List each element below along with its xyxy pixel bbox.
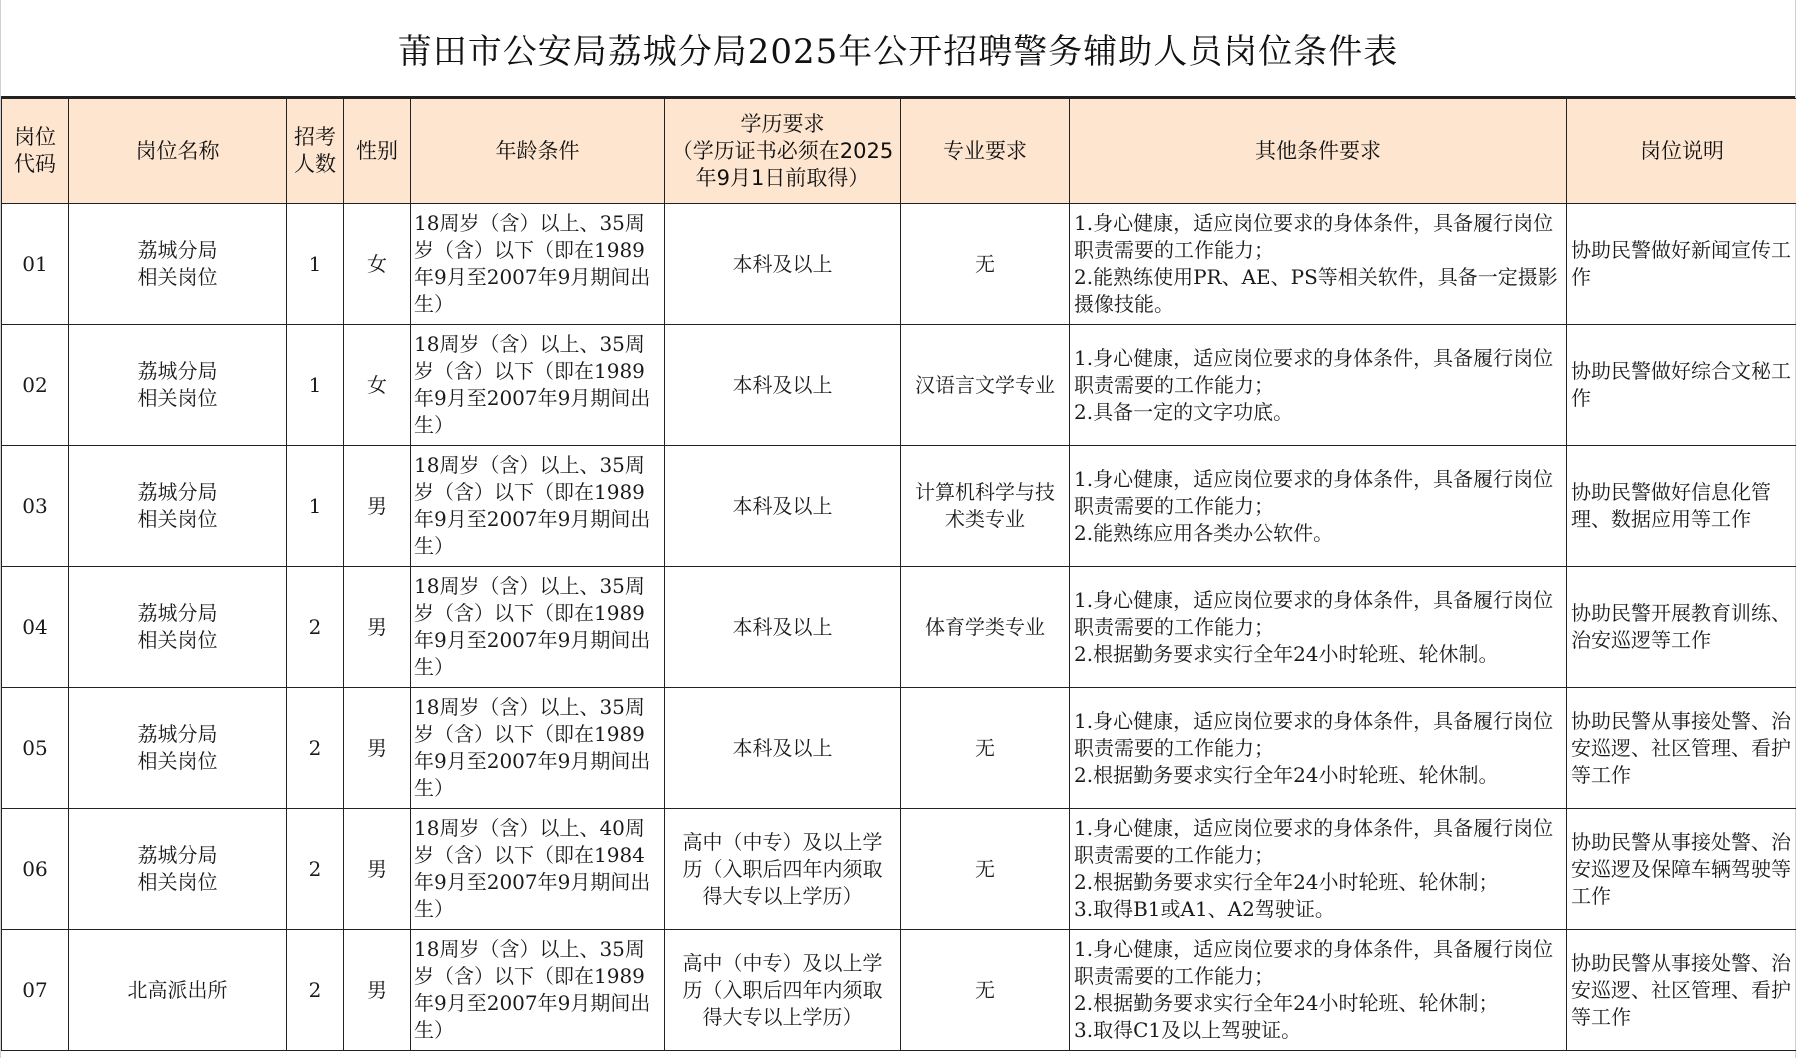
education-requirement-cell: 本科及以上 bbox=[665, 325, 901, 446]
table-row bbox=[2, 688, 1796, 809]
position-code-cell: 04 bbox=[2, 567, 69, 688]
header-age: 年龄条件 bbox=[411, 99, 665, 204]
position-code-cell: 06 bbox=[2, 809, 69, 930]
position-description-cell: 协助民警做好综合文秘工作 bbox=[1567, 325, 1796, 446]
recruit-count-cell: 2 bbox=[287, 688, 344, 809]
age-requirement-cell: 18周岁（含）以上、35周岁（含）以下（即在1989年9月至2007年9月期间出生） bbox=[411, 930, 665, 1051]
position-name-cell: 荔城分局 相关岗位 bbox=[69, 325, 287, 446]
header-major: 专业要求 bbox=[901, 99, 1070, 204]
education-requirement-cell: 本科及以上 bbox=[665, 204, 901, 325]
recruit-count-cell: 2 bbox=[287, 567, 344, 688]
position-description-cell: 协助民警做好信息化管理、数据应用等工作 bbox=[1567, 446, 1796, 567]
major-requirement-cell: 汉语言文学专业 bbox=[901, 325, 1070, 446]
position-name-cell: 荔城分局 相关岗位 bbox=[69, 204, 287, 325]
position-code-cell: 07 bbox=[2, 930, 69, 1051]
position-description-cell: 协助民警做好新闻宣传工作 bbox=[1567, 204, 1796, 325]
header-gender: 性别 bbox=[344, 99, 411, 204]
position-description-cell: 协助民警从事接处警、治安巡逻、社区管理、看护等工作 bbox=[1567, 688, 1796, 809]
gender-cell: 男 bbox=[344, 809, 411, 930]
other-requirements-cell: 1.身心健康，适应岗位要求的身体条件，具备履行岗位职责需要的工作能力； 2.根据勤务要求实行全年24小时轮班、轮休制。 bbox=[1070, 567, 1567, 688]
recruit-count-cell: 1 bbox=[287, 325, 344, 446]
major-requirement-cell: 无 bbox=[901, 204, 1070, 325]
position-name-cell: 荔城分局 相关岗位 bbox=[69, 567, 287, 688]
table-body bbox=[2, 204, 1796, 1051]
table-row bbox=[2, 809, 1796, 930]
position-description-cell: 协助民警从事接处警、治安巡逻及保障车辆驾驶等工作 bbox=[1567, 809, 1796, 930]
header-count: 招考 人数 bbox=[287, 99, 344, 204]
header-name: 岗位名称 bbox=[69, 99, 287, 204]
recruit-count-cell: 1 bbox=[287, 446, 344, 567]
position-description-cell: 协助民警开展教育训练、治安巡逻等工作 bbox=[1567, 567, 1796, 688]
position-table bbox=[1, 98, 1796, 1051]
education-requirement-cell: 高中（中专）及以上学 历（入职后四年内须取 得大专以上学历） bbox=[665, 809, 901, 930]
gender-cell: 女 bbox=[344, 325, 411, 446]
gender-cell: 女 bbox=[344, 204, 411, 325]
gender-cell: 男 bbox=[344, 930, 411, 1051]
position-code-cell: 01 bbox=[2, 204, 69, 325]
age-requirement-cell: 18周岁（含）以上、40周岁（含）以下（即在1984年9月至2007年9月期间出生） bbox=[411, 809, 665, 930]
major-requirement-cell: 无 bbox=[901, 930, 1070, 1051]
major-requirement-cell: 无 bbox=[901, 809, 1070, 930]
table-row bbox=[2, 446, 1796, 567]
major-requirement-cell: 体育学类专业 bbox=[901, 567, 1070, 688]
recruit-count-cell: 2 bbox=[287, 930, 344, 1051]
education-requirement-cell: 高中（中专）及以上学 历（入职后四年内须取 得大专以上学历） bbox=[665, 930, 901, 1051]
position-name-cell: 荔城分局 相关岗位 bbox=[69, 809, 287, 930]
age-requirement-cell: 18周岁（含）以上、35周岁（含）以下（即在1989年9月至2007年9月期间出生） bbox=[411, 325, 665, 446]
age-requirement-cell: 18周岁（含）以上、35周岁（含）以下（即在1989年9月至2007年9月期间出生） bbox=[411, 446, 665, 567]
position-description-cell: 协助民警从事接处警、治安巡逻、社区管理、看护等工作 bbox=[1567, 930, 1796, 1051]
table-row bbox=[2, 567, 1796, 688]
position-name-cell: 荔城分局 相关岗位 bbox=[69, 446, 287, 567]
other-requirements-cell: 1.身心健康，适应岗位要求的身体条件，具备履行岗位职责需要的工作能力； 2.根据勤务要求实行全年24小时轮班、轮休制； 3.取得B1或A1、A2驾驶证。 bbox=[1070, 809, 1567, 930]
other-requirements-cell: 1.身心健康，适应岗位要求的身体条件，具备履行岗位职责需要的工作能力； 2.能熟练应用各类办公软件。 bbox=[1070, 446, 1567, 567]
page-title: 莆田市公安局荔城分局2025年公开招聘警务辅助人员岗位条件表 bbox=[1, 0, 1795, 98]
other-requirements-cell: 1.身心健康，适应岗位要求的身体条件，具备履行岗位职责需要的工作能力； 2.具备一定的文字功底。 bbox=[1070, 325, 1567, 446]
education-requirement-cell: 本科及以上 bbox=[665, 567, 901, 688]
header-education: 学历要求 （学历证书必须在2025 年9月1日前取得） bbox=[665, 99, 901, 204]
recruit-count-cell: 1 bbox=[287, 204, 344, 325]
header-description: 岗位说明 bbox=[1567, 99, 1796, 204]
position-code-cell: 05 bbox=[2, 688, 69, 809]
table-row bbox=[2, 930, 1796, 1051]
age-requirement-cell: 18周岁（含）以上、35周岁（含）以下（即在1989年9月至2007年9月期间出生） bbox=[411, 688, 665, 809]
gender-cell: 男 bbox=[344, 567, 411, 688]
other-requirements-cell: 1.身心健康，适应岗位要求的身体条件，具备履行岗位职责需要的工作能力； 2.能熟练使用PR、AE、PS等相关软件，具备一定摄影摄像技能。 bbox=[1070, 204, 1567, 325]
header-code: 岗位 代码 bbox=[2, 99, 69, 204]
education-requirement-cell: 本科及以上 bbox=[665, 688, 901, 809]
gender-cell: 男 bbox=[344, 688, 411, 809]
header-row bbox=[2, 99, 1796, 204]
major-requirement-cell: 无 bbox=[901, 688, 1070, 809]
position-code-cell: 02 bbox=[2, 325, 69, 446]
position-name-cell: 北高派出所 bbox=[69, 930, 287, 1051]
other-requirements-cell: 1.身心健康，适应岗位要求的身体条件，具备履行岗位职责需要的工作能力； 2.根据勤务要求实行全年24小时轮班、轮休制。 bbox=[1070, 688, 1567, 809]
other-requirements-cell: 1.身心健康，适应岗位要求的身体条件，具备履行岗位职责需要的工作能力； 2.根据勤务要求实行全年24小时轮班、轮休制； 3.取得C1及以上驾驶证。 bbox=[1070, 930, 1567, 1051]
header-other: 其他条件要求 bbox=[1070, 99, 1567, 204]
table-row bbox=[2, 325, 1796, 446]
table-row bbox=[2, 204, 1796, 325]
age-requirement-cell: 18周岁（含）以上、35周岁（含）以下（即在1989年9月至2007年9月期间出生） bbox=[411, 567, 665, 688]
position-name-cell: 荔城分局 相关岗位 bbox=[69, 688, 287, 809]
education-requirement-cell: 本科及以上 bbox=[665, 446, 901, 567]
recruit-count-cell: 2 bbox=[287, 809, 344, 930]
position-code-cell: 03 bbox=[2, 446, 69, 567]
gender-cell: 男 bbox=[344, 446, 411, 567]
major-requirement-cell: 计算机科学与技 术类专业 bbox=[901, 446, 1070, 567]
age-requirement-cell: 18周岁（含）以上、35周岁（含）以下（即在1989年9月至2007年9月期间出生） bbox=[411, 204, 665, 325]
